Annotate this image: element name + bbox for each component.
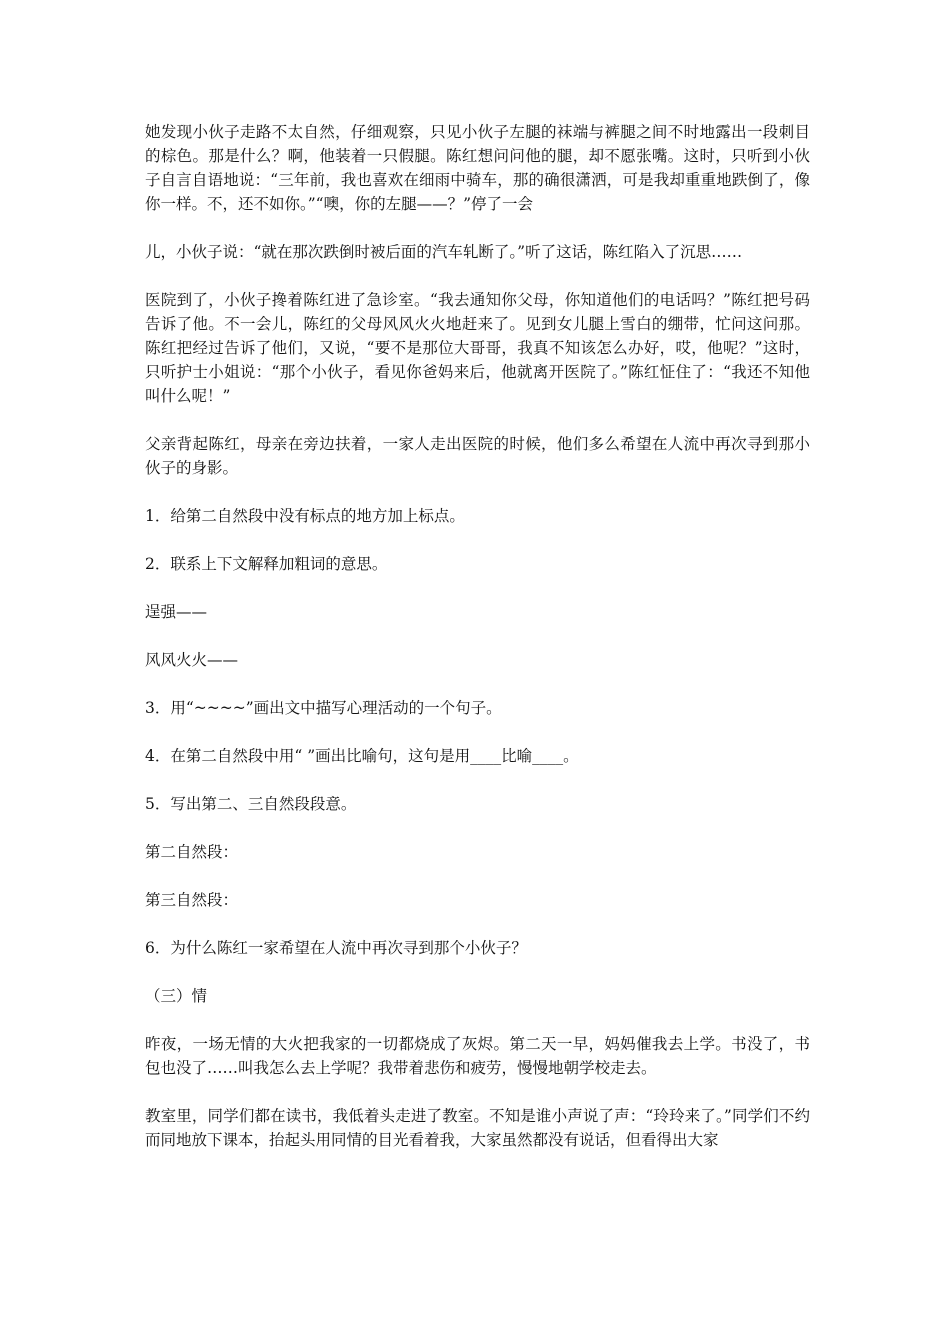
question-3: 3．用“~~~~”画出文中描写心理活动的一个句子。 bbox=[145, 699, 502, 717]
answer-line-paragraph-2: 第二自然段： bbox=[145, 843, 239, 861]
story-paragraph: 教室里，同学们都在读书，我低着头走进了教室。不知是谁小声说了声：“玲玲来了。”同学们不约而同地放下课本，抬起头用同情的目光看着我，大家虽然都没有说话，但看得出大家 bbox=[145, 1107, 810, 1149]
story-paragraph: 昨夜，一场无情的大火把我家的一切都烧成了灰烬。第二天一早，妈妈催我去上学。书没了，书包也没了……叫我怎么去上学呢？我带着悲伤和疲劳，慢慢地朝学校走去。 bbox=[145, 1035, 810, 1077]
question-2: 2．联系上下文解释加粗词的意思。 bbox=[145, 555, 388, 573]
answer-line-paragraph-3: 第三自然段： bbox=[145, 891, 239, 909]
story-paragraph: 她发现小伙子走路不太自然，仔细观察，只见小伙子左腿的袜端与裤腿之间不时地露出一段刺目的棕色。那是什么？啊，他装着一只假腿。陈红想问问他的腿，却不愿张嘴。这时，只听到小伙子自言自语地说：“三年前，我也喜欢在细雨中骑车，那的确很潇洒，可是我却重重地跌倒了，像你一样。不，还不如你。”“噢，你的左腿——？”停了一会 bbox=[145, 123, 810, 213]
section-heading: （三）情 bbox=[145, 987, 208, 1005]
question-5: 5．写出第二、三自然段段意。 bbox=[145, 795, 357, 813]
answer-line-chengqiang: 逞强—— bbox=[145, 603, 208, 621]
question-4: 4．在第二自然段中用“ ”画出比喻句，这句是用____比喻____。 bbox=[145, 747, 579, 765]
question-1: 1．给第二自然段中没有标点的地方加上标点。 bbox=[145, 507, 465, 525]
story-paragraph: 父亲背起陈红，母亲在旁边扶着，一家人走出医院的时候，他们多么希望在人流中再次寻到那小伙子的身影。 bbox=[145, 435, 810, 477]
answer-line-fengfenghuohuo: 风风火火—— bbox=[145, 651, 239, 669]
document-body bbox=[145, 120, 810, 1176]
story-paragraph: 医院到了，小伙子搀着陈红进了急诊室。“我去通知你父母，你知道他们的电话吗？”陈红把号码告诉了他。不一会儿，陈红的父母风风火火地赶来了。见到女儿腿上雪白的绷带，忙问这问那。陈红把经过告诉了他们，又说，“要不是那位大哥哥，我真不知该怎么办好，哎，他呢？”这时，只听护士小姐说：“那个小伙子，看见你爸妈来后，他就离开医院了。”陈红怔住了：“我还不知他叫什么呢！” bbox=[145, 291, 810, 405]
story-paragraph: 儿，小伙子说：“就在那次跌倒时被后面的汽车轧断了。”听了这话，陈红陷入了沉思…… bbox=[145, 243, 743, 261]
question-6: 6．为什么陈红一家希望在人流中再次寻到那个小伙子？ bbox=[145, 939, 527, 957]
